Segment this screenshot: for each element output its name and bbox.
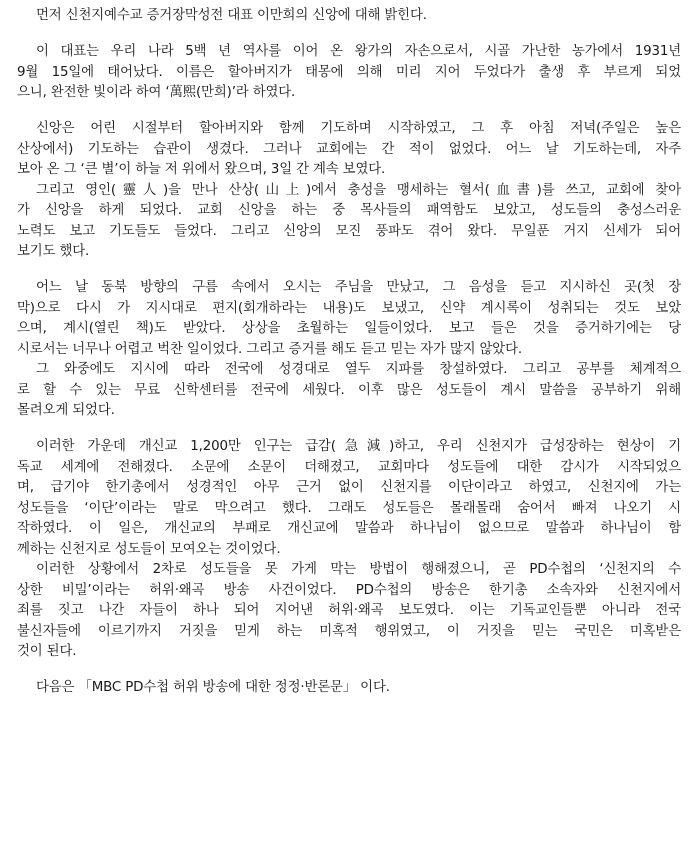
document-body	[17, 6, 681, 699]
paragraph-faith	[17, 119, 681, 263]
paragraph-birth	[17, 42, 681, 104]
paragraph-revelation	[17, 278, 681, 422]
text-line: 가 신앙을 하게 되었다. 교회 신앙을 하는 중 목사들의 패역함도 보았고, 성도들의 충성스러운	[17, 203, 681, 218]
text-line: 먼저 신천지예수교 증거장막성전 대표 이만희의 신앙에 대해 밝힌다.	[36, 8, 427, 23]
text-line: 9월 15일에 태어났다. 이름은 할아버지가 태몽에 의해 미리 지어 두었다가 출생 후 부르게 되었	[17, 64, 681, 80]
paragraph-growth	[17, 437, 681, 663]
text-line: 노력도 보고 기도들도 들었다. 그리고 신앙의 모진 풍파도 겪어 왔다. 무일푼 거지 신세가 되어	[17, 223, 681, 239]
text-line: 불신자들에 이르기까지 거짓을 믿게 하는 미혹적 행위였고, 이 거짓을 믿는 국민은 미혹받은	[17, 623, 681, 639]
text-line: 작하였다. 이 일은, 개신교의 부패로 개신교에 말씀과 하나님이 없으므로 말씀과 하나님이 함	[17, 521, 681, 536]
text-line: 그 와중에도 지시에 따라 전국에 성경대로 열두 지파를 창설하였다. 그리고 공부를 체계적으	[36, 362, 681, 377]
text-line: 다음은 「MBC PD수첩 허위 방송에 대한 정정·반론문」 이다.	[36, 680, 390, 695]
paragraph-intro	[17, 6, 681, 27]
text-line: 상한 비밀’이라는 허위·왜곡 방송 사건이었다. PD수첩의 방송은 한기총 소속자와 신천지에서	[17, 582, 681, 598]
text-line: 그리고 영인(靈人)을 만나 산상(山上)에서 충성을 맹세하는 혈서(血書)를 쓰고, 교회에 찾아	[36, 182, 681, 198]
text-line: 산상에서) 기도하는 습관이 생겼다. 그러나 교회에는 간 적이 없었다. 어느 날 기도하는데, 자주	[17, 141, 681, 157]
text-line: 으니, 완전한 빛이라 하여 ‘萬熙(만희)’라 하였다.	[17, 85, 296, 100]
text-line: 어느 날 동북 방향의 구름 속에서 오시는 주님을 만났고, 그 음성을 듣고 지시하신 곳(첫 장	[36, 280, 681, 295]
text-line: 이 대표는 우리 나라 5백 년 역사를 이어 온 왕가의 자손으로서, 시골 가난한 농가에서 1931년	[36, 44, 681, 59]
text-line: 독교 세계에 전해졌다. 소문에 소문이 더해졌고, 교회마다 성도들에 대한 감시가 시작되었으	[17, 459, 681, 475]
text-line: 신앙은 어린 시절부터 할아버지와 함께 기도하며 시작하였고, 그 후 아침 저녁(주일은 높은	[36, 121, 681, 136]
text-line: 몰려오게 되었다.	[17, 403, 115, 418]
text-line: 께하는 신천지로 성도들이 모여오는 것이었다.	[17, 541, 281, 557]
text-line: 막)으로 다시 가 지시대로 편지(회개하라는 내용)도 보냈고, 신약 계시록이 성취되는 것도 보았	[17, 300, 681, 316]
text-line: 보기도 했다.	[17, 244, 90, 259]
text-line: 보아 온 그 ‘큰 별’이 하늘 저 위에서 왔으며, 3일 간 계속 보였다.	[17, 162, 386, 177]
text-line: 것이 된다.	[17, 644, 77, 659]
text-line: 죄를 짓고 나간 자들이 하나 되어 지어낸 허위·왜곡 보도였다. 이는 기독교인들뿐 아니라 전국	[17, 603, 681, 618]
text-line: 성도들을 ‘이단’이라는 말로 막으려고 했다. 그래도 성도들은 몰래몰래 숨어서 빠져 나오기 시	[17, 500, 681, 516]
text-line: 로 할 수 있는 무료 신학센터를 전국에 세웠다. 이후 많은 성도들이 계시 말씀을 공부하기 위해	[17, 382, 681, 398]
text-line: 이러한 상황에서 2차로 성도들을 못 가게 막는 방법이 행해졌으니, 곧 PD수첩의 ‘신천지의 수	[36, 562, 681, 577]
text-line: 이러한 가운데 개신교 1,200만 인구는 급감(急減)하고, 우리 신천지가 급성장하는 현상이 기	[36, 439, 681, 454]
text-line: 으며, 계시(열린 책)도 받았다. 상상을 초월하는 일들이었다. 보고 들은 것을 증거하기에는 당	[17, 321, 681, 336]
text-line: 며, 급기야 한기총에서 성경적인 아무 근거 없이 신천지를 이단이라고 하였고, 신천지에 가는	[17, 480, 681, 495]
text-line: 시로서는 너무나 어렵고 벅찬 일이었다. 그리고 증거를 해도 듣고 믿는 자가 많지 않았다.	[17, 341, 522, 357]
paragraph-closing	[17, 678, 681, 699]
